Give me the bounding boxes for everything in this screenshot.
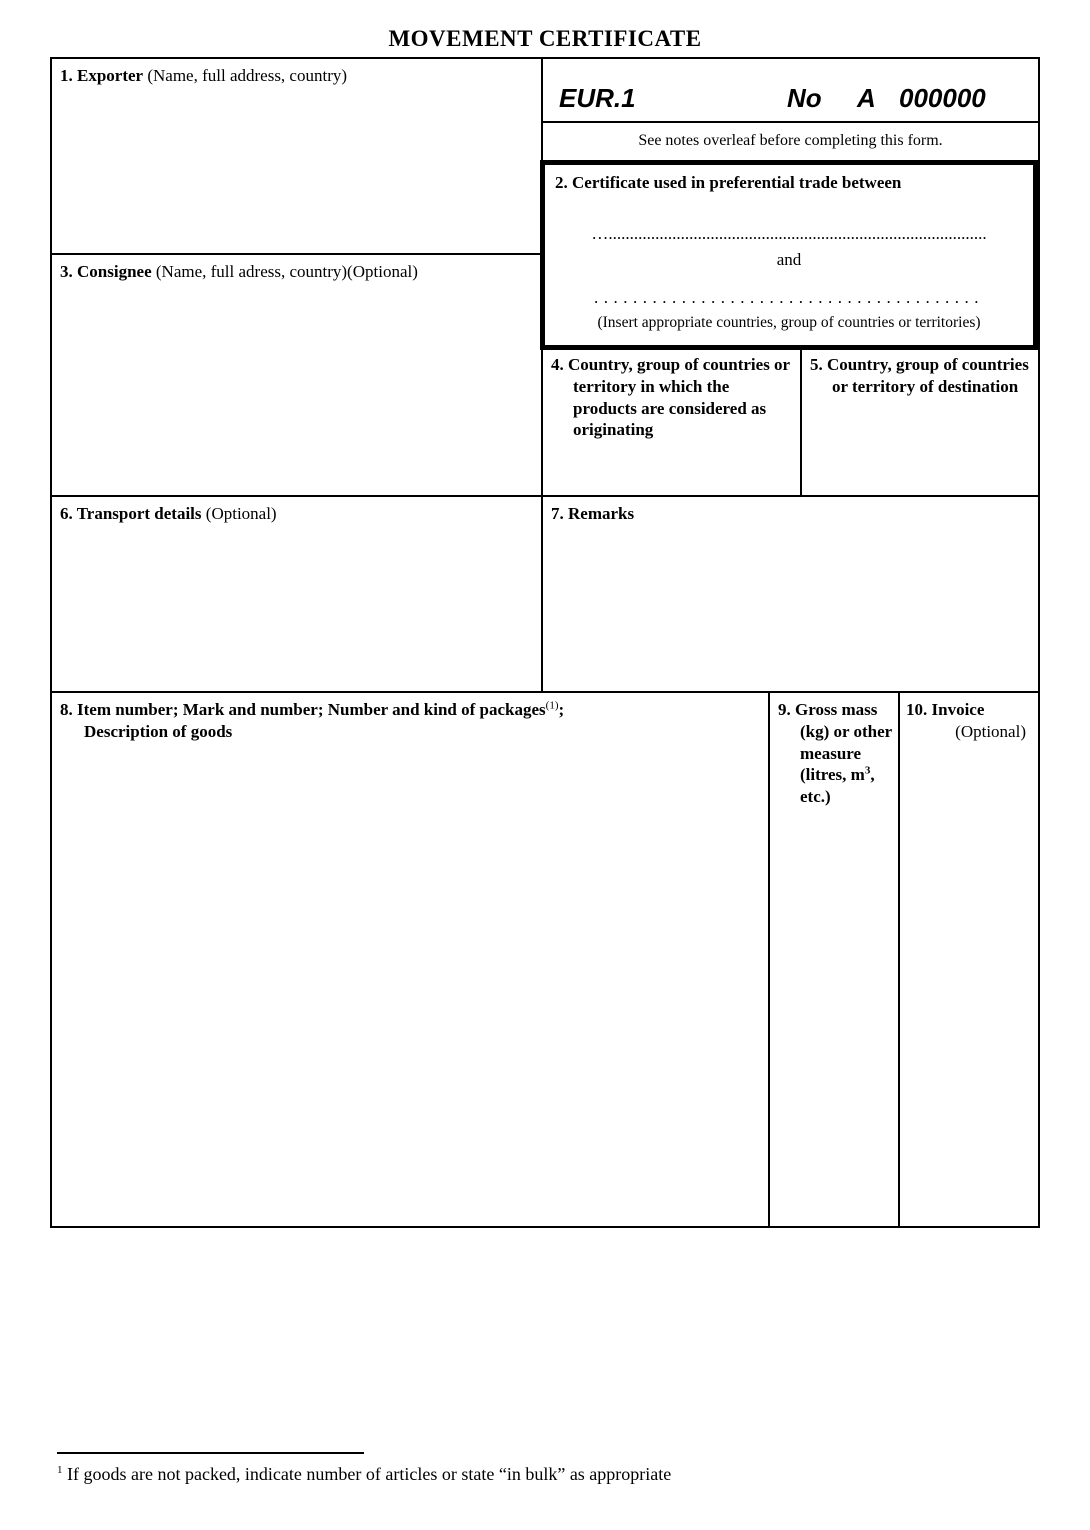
box-1-label: 1. Exporter	[60, 66, 144, 85]
box-3-consignee	[52, 255, 543, 497]
box-10-label: 10. Invoice	[906, 700, 985, 719]
box-8-label-line2: Description of goods	[84, 721, 233, 741]
certificate-series-letter: A	[857, 82, 876, 113]
page-title: MOVEMENT CERTIFICATE	[388, 26, 702, 51]
box-2-hint: (Insert appropriate countries, group of countries or territories)	[597, 314, 981, 331]
box-5-label: 5. Country, group of countries or territory of destination	[810, 355, 1029, 396]
certificate-form-table	[50, 57, 1040, 1228]
box-7-remarks	[543, 497, 1038, 693]
footnote-ref: 1	[57, 1464, 63, 1476]
box-10-hint: (Optional)	[955, 721, 1026, 741]
box-8-item-description	[52, 693, 770, 1226]
box-8-label: 8. Item number; Mark and number; Number and kind of packages	[60, 700, 546, 719]
box-2-and-label: and	[776, 250, 802, 269]
certificate-serial-number: 000000	[899, 82, 986, 113]
box-8-label-tail: ;	[558, 700, 565, 719]
certificate-code-cell	[543, 59, 1038, 123]
box-5-country-destination	[802, 348, 1038, 497]
box-3-label: 3. Consignee	[60, 262, 152, 281]
box-9-label: 9. Gross mass (kg) or other measure (litres, m	[778, 700, 892, 785]
box-9-gross-mass	[770, 693, 900, 1226]
footnote-text: If goods are not packed, indicate number of articles or state “in bulk” as appropriate	[62, 1464, 672, 1484]
box-9-sup: 3	[864, 764, 871, 777]
box-6-transport-details	[52, 497, 543, 693]
notes-banner: See notes overleaf before completing this form.	[543, 123, 1038, 162]
certificate-no-label: No	[787, 82, 822, 113]
box-8-footnote-ref: (1)	[545, 699, 559, 712]
box-10-invoice	[900, 693, 1038, 1226]
box-4-country-origin	[543, 348, 802, 497]
box-2-fill-line-1: ….........................................................................................	[591, 224, 987, 243]
box-7-label: 7. Remarks	[551, 504, 635, 523]
box-2-label: 2. Certificate used in preferential trade between	[555, 173, 902, 192]
box-9-label-tail: , etc.)	[800, 765, 875, 806]
box-2-fill-line-2: ........................................	[594, 288, 984, 307]
box-6-hint: (Optional)	[201, 504, 277, 523]
box-6-label: 6. Transport details	[60, 504, 202, 523]
box-1-hint: (Name, full address, country)	[143, 66, 348, 85]
footnote	[57, 1452, 917, 1485]
box-4-label: 4. Country, group of countries or territory in which the products are considered as originating	[551, 355, 790, 440]
box-2-preferential-trade	[540, 160, 1038, 350]
box-1-exporter	[52, 59, 543, 255]
box-3-hint: (Name, full adress, country)(Optional)	[151, 262, 418, 281]
eur1-code: EUR.1	[559, 82, 636, 113]
footnote-separator	[57, 1452, 364, 1454]
